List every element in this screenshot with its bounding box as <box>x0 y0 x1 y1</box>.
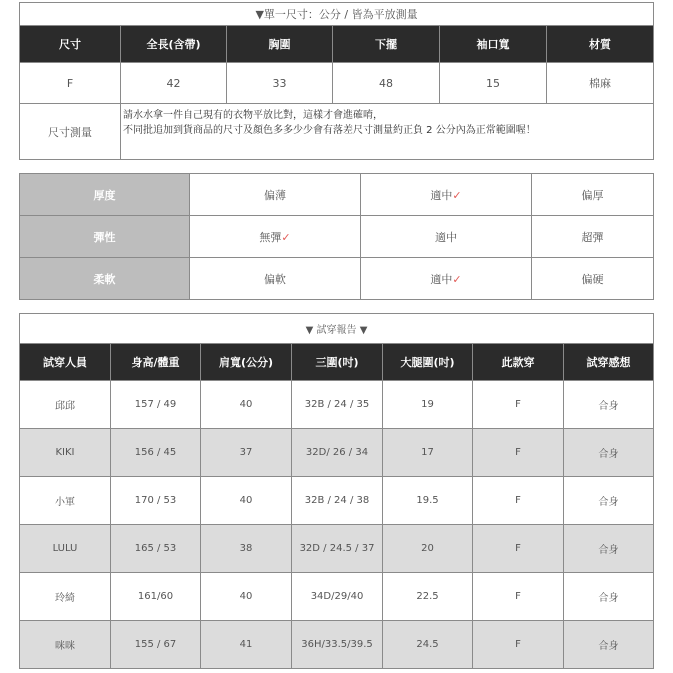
size-worn: F <box>473 621 564 669</box>
tester-name: LULU <box>20 525 111 573</box>
feel-row-label: 彈性 <box>20 216 190 258</box>
length-value: 42 <box>121 63 227 104</box>
size-header: 尺寸 <box>20 26 121 63</box>
size-worn: F <box>473 525 564 573</box>
feel-option-text: 適中 <box>430 272 453 286</box>
feel-option-mid <box>361 216 532 258</box>
tester-name: 玲綺 <box>20 573 111 621</box>
thigh: 22.5 <box>383 573 473 621</box>
shoulder-header: 肩寬(公分) <box>201 344 292 381</box>
measurements: 34D/29/40 <box>292 573 383 621</box>
size-worn: F <box>473 477 564 525</box>
thigh: 19.5 <box>383 477 473 525</box>
size-value: F <box>20 63 121 104</box>
measurements: 36H/33.5/39.5 <box>292 621 383 669</box>
thigh: 17 <box>383 429 473 477</box>
check-icon: ✓ <box>281 230 291 244</box>
size-worn-header: 此款穿 <box>473 344 564 381</box>
feedback-header: 試穿感想 <box>564 344 654 381</box>
height-weight: 165 / 53 <box>111 525 201 573</box>
chest-value: 33 <box>227 63 333 104</box>
hem-header: 下擺 <box>333 26 440 63</box>
thigh: 19 <box>383 381 473 429</box>
size-worn: F <box>473 573 564 621</box>
cuff-value: 15 <box>440 63 547 104</box>
height-weight: 161/60 <box>111 573 201 621</box>
tester-row <box>20 381 654 429</box>
thigh: 24.5 <box>383 621 473 669</box>
feel-option-text: 無彈 <box>259 230 282 244</box>
feel-option-low <box>190 216 361 258</box>
fitting-report-caption: ▼ 試穿報告 ▼ <box>20 314 654 344</box>
feel-option-high <box>532 258 654 300</box>
size-worn: F <box>473 381 564 429</box>
tester-name: KIKI <box>20 429 111 477</box>
tester-name: 邱邱 <box>20 381 111 429</box>
feel-option-text: 超彈 <box>581 230 604 244</box>
size-table <box>19 2 654 160</box>
measurements-header: 三圍(吋) <box>292 344 383 381</box>
fabric-feel-table <box>19 173 654 300</box>
material-header: 材質 <box>547 26 654 63</box>
chest-header: 胸圍 <box>227 26 333 63</box>
measurements: 32D/ 26 / 34 <box>292 429 383 477</box>
tester-name: 小軍 <box>20 477 111 525</box>
feel-row <box>20 258 654 300</box>
check-icon: ✓ <box>452 188 462 202</box>
shoulder-width: 40 <box>201 381 292 429</box>
feedback: 合身 <box>564 525 654 573</box>
feel-option-mid <box>361 174 532 216</box>
size-worn: F <box>473 429 564 477</box>
feel-option-mid <box>361 258 532 300</box>
length-header: 全長(含帶) <box>121 26 227 63</box>
shoulder-width: 40 <box>201 477 292 525</box>
feel-option-text: 偏軟 <box>264 272 286 286</box>
feel-option-high <box>532 174 654 216</box>
feel-option-low <box>190 258 361 300</box>
shoulder-width: 37 <box>201 429 292 477</box>
measurements: 32D / 24.5 / 37 <box>292 525 383 573</box>
material-value: 棉麻 <box>547 63 654 104</box>
feedback: 合身 <box>564 429 654 477</box>
height-weight: 157 / 49 <box>111 381 201 429</box>
tester-name: 咪咪 <box>20 621 111 669</box>
tester-row <box>20 573 654 621</box>
measurements: 32B / 24 / 35 <box>292 381 383 429</box>
shoulder-width: 40 <box>201 573 292 621</box>
feel-option-text: 偏薄 <box>264 188 286 202</box>
tester-row <box>20 525 654 573</box>
shoulder-width: 38 <box>201 525 292 573</box>
hem-value: 48 <box>333 63 440 104</box>
feedback: 合身 <box>564 573 654 621</box>
feel-option-text: 偏硬 <box>581 272 604 286</box>
tester-row <box>20 477 654 525</box>
feedback: 合身 <box>564 477 654 525</box>
feedback: 合身 <box>564 381 654 429</box>
measurement-note-text: 請水水拿一件自己現有的衣物平放比對，這樣才會進確唷， 不同批追加到貨商品的尺寸及顏色多多少少會有落差尺寸測量約正負 2 公分內為正常範圍喔！ <box>121 104 654 160</box>
feel-option-text: 適中 <box>435 230 457 244</box>
feel-option-low <box>190 174 361 216</box>
tester-row <box>20 621 654 669</box>
measurements: 32B / 24 / 38 <box>292 477 383 525</box>
tester-row <box>20 429 654 477</box>
feel-row-label: 厚度 <box>20 174 190 216</box>
tester-header: 試穿人員 <box>20 344 111 381</box>
height-weight: 170 / 53 <box>111 477 201 525</box>
height-weight-header: 身高/體重 <box>111 344 201 381</box>
feel-option-text: 適中 <box>430 188 453 202</box>
feel-row <box>20 216 654 258</box>
shoulder-width: 41 <box>201 621 292 669</box>
height-weight: 155 / 67 <box>111 621 201 669</box>
measurement-note-label: 尺寸測量 <box>20 104 121 160</box>
check-icon: ✓ <box>452 272 462 286</box>
feel-row <box>20 174 654 216</box>
feel-option-high <box>532 216 654 258</box>
thigh: 20 <box>383 525 473 573</box>
height-weight: 156 / 45 <box>111 429 201 477</box>
cuff-header: 袖口寬 <box>440 26 547 63</box>
size-table-caption: ▼單一尺寸：公分 / 皆為平放測量 <box>20 3 654 26</box>
feedback: 合身 <box>564 621 654 669</box>
feel-row-label: 柔軟 <box>20 258 190 300</box>
thigh-header: 大腿圍(吋) <box>383 344 473 381</box>
fitting-report-table <box>19 313 654 669</box>
feel-option-text: 偏厚 <box>581 188 604 202</box>
